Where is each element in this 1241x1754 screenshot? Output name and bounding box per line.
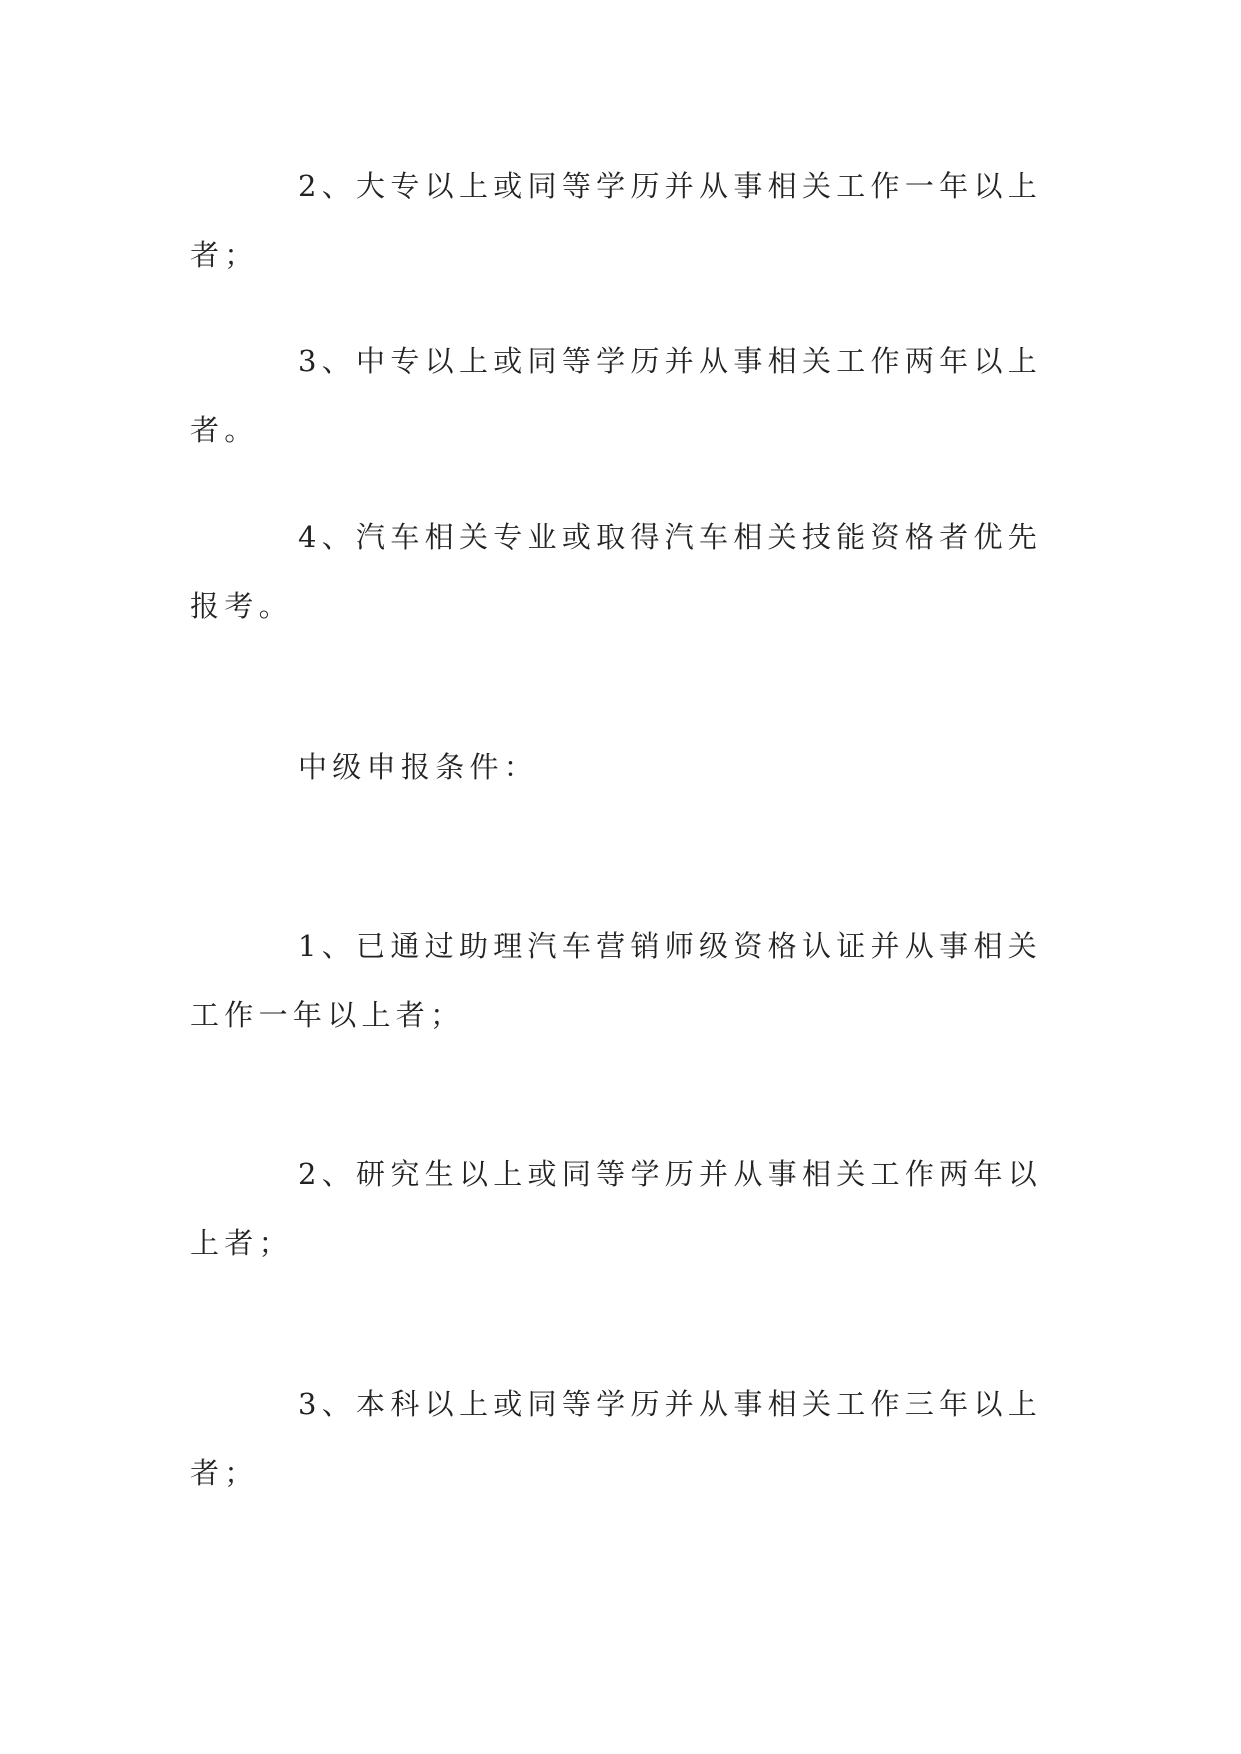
- section-heading-intermediate: 中级申报条件：: [298, 750, 539, 784]
- paragraph-postgraduate-requirement: 2、研究生以上或同等学历并从事相关工作两年以上者；: [190, 1157, 1043, 1260]
- paragraph-assistant-certified-requirement: 1、已通过助理汽车营销师级资格认证并从事相关工作一年以上者；: [190, 929, 1043, 1032]
- paragraph-technical-school-requirement: 3、中专以上或同等学历并从事相关工作两年以上者。: [190, 344, 1043, 447]
- paragraph-bachelor-requirement: 3、本科以上或同等学历并从事相关工作三年以上者；: [190, 1387, 1043, 1490]
- paragraph-junior-college-requirement: 2、大专以上或同等学历并从事相关工作一年以上者；: [190, 169, 1043, 272]
- paragraph-automotive-priority: 4、汽车相关专业或取得汽车相关技能资格者优先报考。: [190, 520, 1043, 623]
